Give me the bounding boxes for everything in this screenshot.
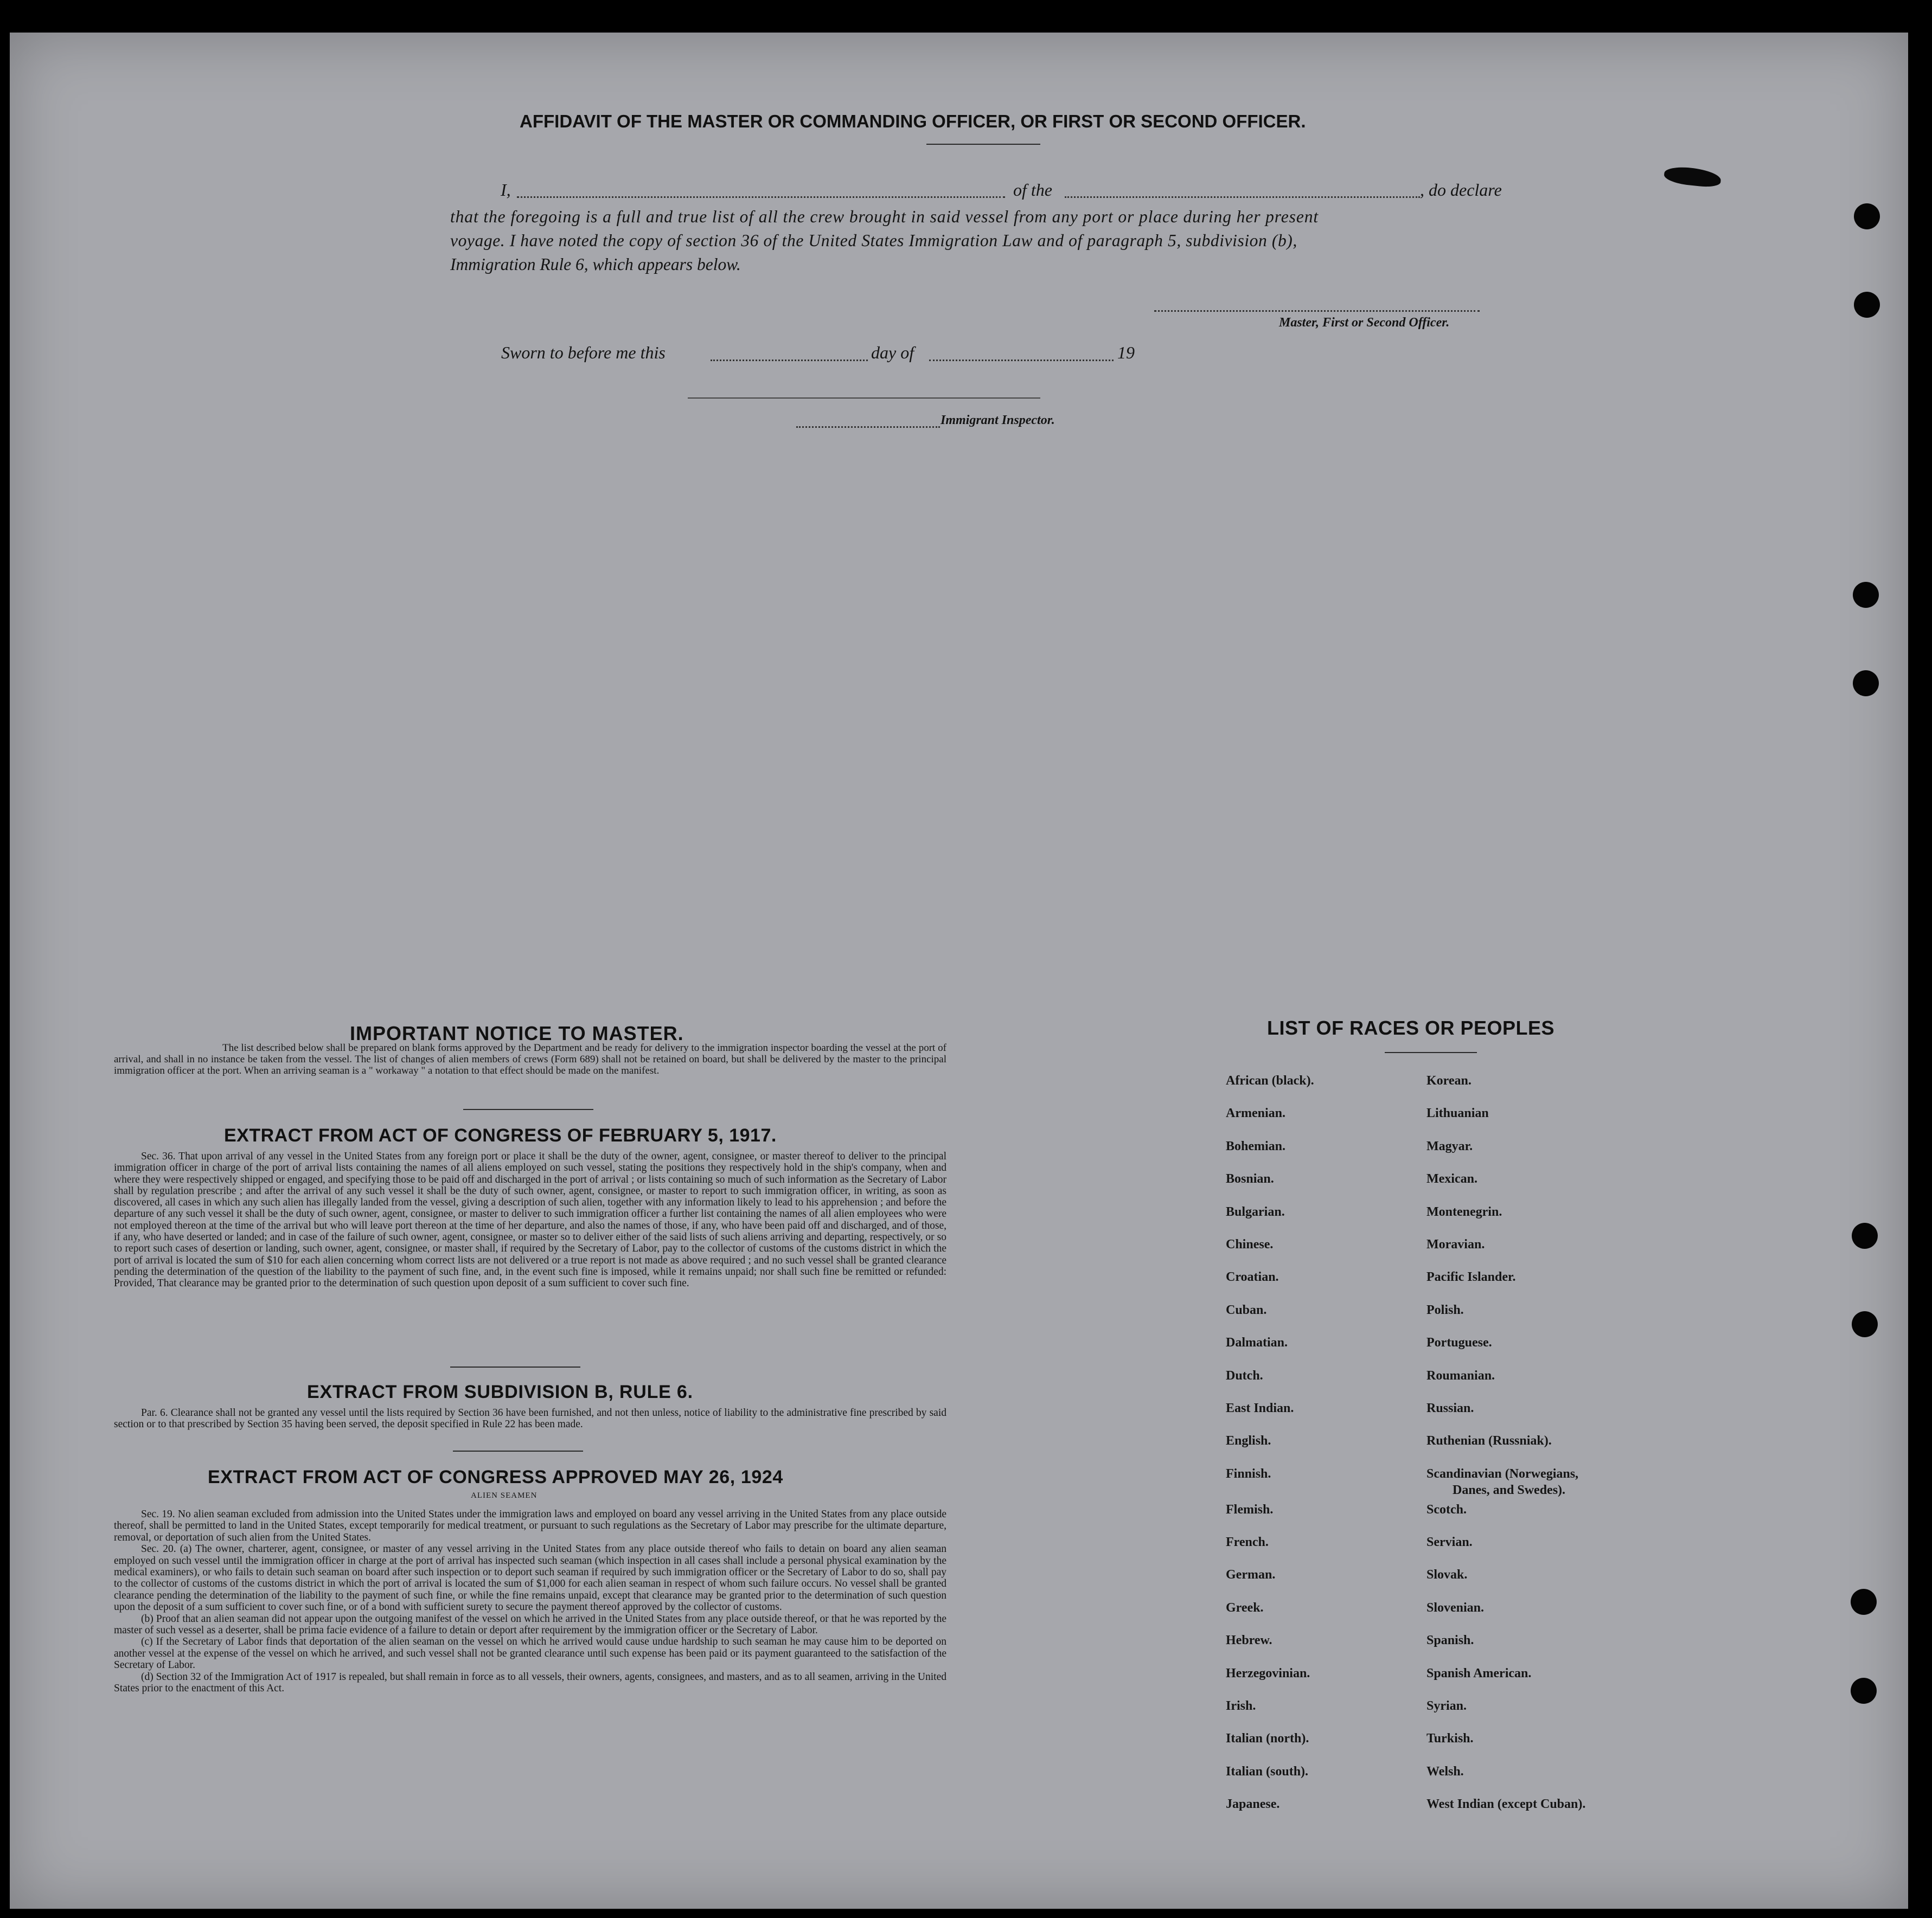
notice-title: IMPORTANT NOTICE TO MASTER. (350, 1022, 684, 1044)
affidavit-line-4: Immigration Rule 6, which appears below. (450, 255, 741, 274)
extract1924-body (114, 1509, 946, 1695)
races-column-1 (1226, 1073, 1314, 1829)
race-item: Turkish. (1426, 1731, 1474, 1746)
race-item: Lithuanian (1426, 1106, 1489, 1121)
race-item: East Indian. (1226, 1401, 1294, 1415)
notice-body-text: The list described below shall be prepared on blank forms approved by the Department and be ready for delivery to the immigration inspector boarding the vessel at the port of arrival, and shall in no instance be taken from the vessel. The list of changes of alien members of crews (Form 689) shall not be retained on board, but shall be delivered by the master to the principal immigration officer at the port. When an arriving seaman is a " workaway " a notation to that effect should be made on the manifest. (114, 1042, 946, 1076)
race-item-continuation: Danes, and Swedes). (1453, 1483, 1566, 1497)
extract1924-sec20d: (d) Section 32 of the Immigration Act of 1917 is repealed, but shall remain in force as to all vessels, their owners, agents, consignees, and masters, and as to all seamen, arriving in the United States prior to the enactment of this Act. (114, 1671, 946, 1695)
extract1924-sec20c: (c) If the Secretary of Labor finds that deportation of the alien seaman on the vessel on which he arrived would cause undue hardship to such seaman he may cause him to be deported on another vessel at the expense of the vessel on which he arrived, and such vessel shall not be granted clearance until such expense has been paid or its payment guaranteed to the satisfaction of the Secretary of Labor. (114, 1636, 946, 1671)
race-item: Scotch. (1426, 1502, 1467, 1517)
master-name-blank[interactable] (517, 196, 1005, 198)
race-item: Mexican. (1426, 1172, 1477, 1186)
races-title: LIST OF RACES OR PEOPLES (1267, 1017, 1555, 1039)
sworn-day-blank[interactable] (711, 360, 868, 361)
race-item: Moravian. (1426, 1237, 1485, 1252)
officer-signature-blank[interactable] (1154, 310, 1480, 312)
race-item: Bosnian. (1226, 1172, 1274, 1186)
races-column-2 (1426, 1073, 1585, 1829)
subdivisionB-body-text: Par. 6. Clearance shall not be granted any vessel until the lists required by Section 36 have been furnished, and not then unless, notice of liability to the administrative fine prescribed by said section or to that prescribed by Section 35 having been served, the deposit specified in Rule 22 has been made. (114, 1407, 946, 1431)
race-item-multiline (1426, 1466, 1585, 1502)
extract1924-title: EXTRACT FROM ACT OF CONGRESS APPROVED MAY 26, 1924 (208, 1467, 783, 1487)
affidavit-title-rule (926, 144, 1040, 145)
race-item: Hebrew. (1226, 1633, 1272, 1648)
vessel-name-blank[interactable] (1065, 196, 1420, 198)
affidavit-of-the: of the (1013, 180, 1052, 200)
race-item: Irish. (1226, 1699, 1256, 1714)
sworn-text: Sworn to before me this (501, 343, 666, 362)
race-item: Slovak. (1426, 1568, 1468, 1582)
race-item: African (black). (1226, 1074, 1314, 1088)
race-item: Italian (north). (1226, 1731, 1309, 1746)
race-item: Dalmatian. (1226, 1336, 1288, 1350)
extract1917-body (114, 1151, 946, 1290)
document-page (10, 33, 1908, 1909)
ink-smudge (1664, 165, 1722, 189)
race-item: Bulgarian. (1226, 1204, 1285, 1219)
race-item: Bohemian. (1226, 1139, 1286, 1153)
inspector-top-rule (688, 397, 1040, 399)
notice-body (114, 1042, 946, 1076)
subdivisionB-title: EXTRACT FROM SUBDIVISION B, RULE 6. (307, 1382, 693, 1402)
inspector-label: Immigrant Inspector. (941, 413, 1055, 427)
race-item: Roumanian. (1426, 1368, 1495, 1383)
race-item: Flemish. (1226, 1502, 1274, 1517)
extract1924-sec20b: (b) Proof that an alien seaman did not appear upon the outgoing manifest of the vessel on which he arrived in the United States from any place outside thereof, or that he was reported by the master of such vessel as a deserter, shall be prima facie evidence of a failure to detain or deport after requirement by the immigration officer or the Secretary of Labor. (114, 1613, 946, 1637)
race-item: Cuban. (1226, 1303, 1267, 1317)
extract1924-sec20a: Sec. 20. (a) The owner, charterer, agent, consignee, or master of any vessel arriving in the United States from any place outside thereof who fails to detain on board any alien seaman employed on such vessel until the immigration officer in charge at the port of arrival has inspected such seaman (which inspection in all cases shall include a personal physical examination by the medical examiners), or who fails to detain such seaman on board after such inspection or to deport such seaman if required by such immigration officer or the Secretary of Labor to do so, shall pay to the collector of customs of the customs district in which the port of arrival is located the sum of $1,000 for each alien seaman in respect of whom such failure occurs. No vessel shall be granted clearance pending the determination of the liability to the payment of such fine, or while the fine remains unpaid, except that clearance may be granted prior to the determination of such question upon the deposit of a sum sufficient to cover such fine, or of a bond with sufficient surety to secure the payment thereof approved by the collector of customs. (114, 1543, 946, 1613)
affidavit-line-2: that the foregoing is a full and true list of all the crew brought in said vessel from any port or place during her present (450, 207, 1319, 226)
race-item: French. (1226, 1535, 1269, 1550)
race-item: Spanish. (1426, 1633, 1474, 1648)
race-item: Spanish American. (1426, 1666, 1532, 1680)
extract1924-top-rule (453, 1451, 583, 1452)
extract1917-top-rule (463, 1109, 593, 1110)
punch-hole (1852, 1223, 1878, 1249)
race-item: English. (1226, 1434, 1271, 1448)
officer-signature-label: Master, First or Second Officer. (1279, 316, 1450, 330)
extract1924-subtitle: ALIEN SEAMEN (471, 1491, 538, 1500)
race-item: Greek. (1226, 1600, 1264, 1615)
affidavit-do-declare: , do declare (1420, 180, 1502, 200)
race-item: Welsh. (1426, 1764, 1464, 1779)
sworn-month-blank[interactable] (929, 360, 1114, 361)
race-item: Chinese. (1226, 1237, 1274, 1252)
race-item: Japanese. (1226, 1797, 1280, 1812)
affidavit-i: I, (501, 180, 511, 200)
extract1917-body-text: Sec. 36. That upon arrival of any vessel in the United States from any foreign port or place it shall be the duty of the owner, agent, consignee, or master thereof to deliver to the principal immigration officer in charge of the port of arrival lists containing the names of all aliens employed on such vessel, stating the positions they respectively hold in the ship's company, when and where they were respectively shipped or engaged, and specifying those to be paid off and discharged in the port of arrival ; or lists containing so much of such information as the Secretary of Labor shall by regulation prescribe ; and after the arrival of any such vessel it shall be the duty of such owner, agent, consignee, or master to report to such immigration officer, in writing, as soon as discovered, all cases in which any such alien has illegally landed from the vessel, giving a description of such alien, together with any information likely to lead to his apprehension ; and before the departure of any such vessel it shall be the duty of such owner, agent, consignee, or master to deliver to such immigration officer a further list containing the names of all alien employees who were not employed thereon at the time of the arrival but who will leave port thereon at the time of her departure, and also the names of those, if any, who have been paid off and discharged, and of those, if any, who have deserted or landed; and in case of the failure of such owner, agent, consignee, or master so to deliver either of the said lists of such aliens arriving and departing, respectively, or so to report such cases of desertion or landing, such owner, agent, consignee, or master shall, if required by the Secretary of Labor, pay to the collector of customs of the customs district in which the port of arrival is located the sum of $10 for each alien concerning whom correct lists are not delivered or a true report is not made as above required ; and no such vessel shall be granted clearance pending the determination of the question of the liability to the payment of such fine, and, in the event such fine is imposed, while it remains unpaid; nor shall such fine be remitted or refunded: Provided, That clearance may be granted prior to the determination of such question upon deposit of a sum sufficient to cover such fine. (114, 1151, 946, 1290)
races-title-rule (1385, 1052, 1477, 1053)
race-item: West Indian (except Cuban). (1426, 1797, 1586, 1812)
affidavit-line-3: voyage. I have noted the copy of section 36 of the United States Immigration Law and of paragraph 5, subdivision (b), (450, 231, 1297, 250)
race-item: Croatian. (1226, 1270, 1279, 1285)
race-item: Russian. (1426, 1401, 1474, 1415)
subdivisionB-top-rule (450, 1367, 580, 1368)
race-item: Pacific Islander. (1426, 1270, 1516, 1285)
punch-hole (1854, 292, 1880, 318)
year-text: 19 (1117, 343, 1135, 362)
race-item: Italian (south). (1226, 1764, 1309, 1779)
extract1917-title: EXTRACT FROM ACT OF CONGRESS OF FEBRUARY 5, 1917. (224, 1125, 777, 1146)
punch-hole (1853, 670, 1879, 696)
inspector-signature-blank[interactable] (796, 426, 940, 428)
race-item: Scandinavian (Norwegians, (1426, 1466, 1579, 1481)
punch-hole (1854, 203, 1880, 229)
race-item: Armenian. (1226, 1106, 1285, 1121)
punch-hole (1851, 1678, 1877, 1704)
race-item: German. (1226, 1568, 1276, 1582)
punch-hole (1851, 1589, 1877, 1615)
day-of-text: day of (871, 343, 914, 362)
race-item: Servian. (1426, 1535, 1473, 1550)
race-item: Magyar. (1426, 1139, 1473, 1153)
extract1924-sec19: Sec. 19. No alien seaman excluded from admission into the United States under the immigration laws and employed on board any vessel arriving in the United States from any place outside thereof, shall be permitted to land in the United States, except temporarily for medical treatment, or pursuant to such regulations as the Secretary of Labor may prescribe for the ultimate departure, removal, or deportation of such alien from the United States. (114, 1509, 946, 1543)
subdivisionB-body (114, 1407, 946, 1431)
punch-hole (1853, 582, 1879, 608)
race-item: Portuguese. (1426, 1336, 1492, 1350)
punch-hole (1852, 1311, 1878, 1337)
race-item: Korean. (1426, 1074, 1472, 1088)
race-item: Slovenian. (1426, 1600, 1485, 1615)
race-item: Ruthenian (Russniak). (1426, 1434, 1552, 1448)
race-item: Montenegrin. (1426, 1204, 1502, 1219)
race-item: Herzegovinian. (1226, 1666, 1310, 1680)
race-item: Dutch. (1226, 1368, 1263, 1383)
affidavit-title: AFFIDAVIT OF THE MASTER OR COMMANDING OFFICER, OR FIRST OR SECOND OFFICER. (520, 111, 1306, 131)
race-item: Polish. (1426, 1303, 1464, 1317)
race-item: Syrian. (1426, 1699, 1467, 1714)
race-item: Finnish. (1226, 1466, 1271, 1481)
